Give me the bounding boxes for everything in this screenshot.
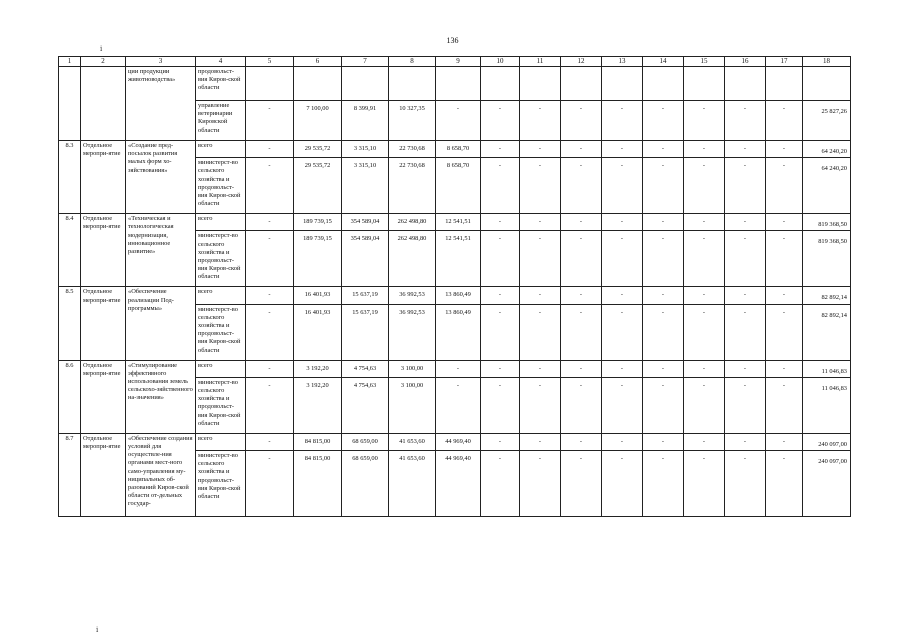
cell-col-8: 3 100,00 [389, 377, 436, 433]
cell-col-5: - [246, 141, 294, 158]
cell-col-9: 12 541,51 [436, 231, 481, 287]
cell-col-9: 13 860,49 [436, 304, 481, 360]
cell-col-12: - [561, 141, 602, 158]
cell-col-12: - [561, 214, 602, 231]
cell-executor: управление ветеринарии Кировской области [196, 101, 246, 141]
cell-col-10: - [481, 101, 520, 141]
table-row [59, 360, 851, 377]
cell-col-6: 29 535,72 [294, 158, 342, 214]
cell-empty [481, 67, 520, 101]
column-header-14: 14 [643, 57, 684, 67]
cell-col-9: 44 969,40 [436, 433, 481, 450]
cell-col-13: - [602, 214, 643, 231]
cell-col-10: - [481, 377, 520, 433]
cell-col-11: - [520, 377, 561, 433]
cell-executor: министерст-во сельского хозяйства и продовольст-вия Киров-ской области [196, 451, 246, 517]
cell-empty [294, 67, 342, 101]
cell-empty [766, 67, 803, 101]
cell-measure-name: «Обеспечение создания условий для осуществле-ния органами мест-ного само-управления му-ниципальных об-разований Киров-ской области от-дельных государ- [126, 433, 196, 516]
cell-col-10: - [481, 451, 520, 517]
cell-col-17: - [766, 214, 803, 231]
cell-col-7: 15 637,19 [342, 304, 389, 360]
cell-total: 82 892,14 [803, 287, 851, 304]
cell-empty [246, 67, 294, 101]
cell-col-8: 41 653,60 [389, 433, 436, 450]
cell-col-15: - [684, 304, 725, 360]
cell-col-16: - [725, 214, 766, 231]
column-header-17: 17 [766, 57, 803, 67]
cell-empty [643, 67, 684, 101]
cell-executor: министерст-во сельского хозяйства и продовольст-вия Киров-ской области [196, 158, 246, 214]
cell-col-16: - [725, 304, 766, 360]
column-header-13: 13 [602, 57, 643, 67]
cell-num: 8.3 [59, 141, 81, 214]
cell-total: 25 827,26 [803, 101, 851, 141]
cell-col-17: - [766, 451, 803, 517]
cell-col-8: 22 730,68 [389, 141, 436, 158]
cell-type: Отдельное меропри-ятие [81, 360, 126, 433]
cell-col-12: - [561, 433, 602, 450]
cell-col-15: - [684, 214, 725, 231]
cell-col-9: 13 860,49 [436, 287, 481, 304]
table-row [59, 141, 851, 158]
cell-col-5: - [246, 287, 294, 304]
header-row [59, 57, 851, 67]
cell-measure-name: «Обеспечение реализации Под-программы» [126, 287, 196, 360]
cell-col-7: 15 637,19 [342, 287, 389, 304]
cell-col-17: - [766, 231, 803, 287]
cell-col-16: - [725, 377, 766, 433]
cell-col-13: - [602, 141, 643, 158]
cell-col-8: 22 730,68 [389, 158, 436, 214]
column-header-8: 8 [389, 57, 436, 67]
cell-col-6: 7 100,00 [294, 101, 342, 141]
cell-col-14: - [643, 433, 684, 450]
cell-executor: всего [196, 287, 246, 304]
cell-type: Отдельное меропри-ятие [81, 433, 126, 516]
cell-col-10: - [481, 304, 520, 360]
column-header-2: 2 [81, 57, 126, 67]
cell-col-6: 16 401,93 [294, 304, 342, 360]
cell-total: 240 097,00 [803, 451, 851, 517]
cell-col-9: 8 658,70 [436, 158, 481, 214]
cell-col-11: - [520, 214, 561, 231]
cell-col-8: 10 327,35 [389, 101, 436, 141]
cell-col-12: - [561, 287, 602, 304]
cell-col-17: - [766, 433, 803, 450]
cell-col-12: - [561, 360, 602, 377]
cell-col-13: - [602, 101, 643, 141]
cell-col-5: - [246, 101, 294, 141]
cell-col-8: 36 992,53 [389, 304, 436, 360]
cell-col-6: 16 401,93 [294, 287, 342, 304]
cell-col-13: - [602, 360, 643, 377]
cell-col-10: - [481, 360, 520, 377]
cell-empty [803, 67, 851, 101]
cell-col-12: - [561, 231, 602, 287]
cell-col-16: - [725, 360, 766, 377]
column-header-15: 15 [684, 57, 725, 67]
cell-col-17: - [766, 377, 803, 433]
cell-num: 8.7 [59, 433, 81, 516]
cell-col-14: - [643, 377, 684, 433]
cell-empty [389, 67, 436, 101]
cell-col-6: 3 192,20 [294, 377, 342, 433]
cell-total: 819 368,50 [803, 214, 851, 231]
cell-empty [602, 67, 643, 101]
cell-executor: министерст-во сельского хозяйства и продовольст-вия Киров-ской области [196, 304, 246, 360]
cell-col-16: - [725, 101, 766, 141]
cell-col-7: 354 589,04 [342, 214, 389, 231]
cell-executor: всего [196, 433, 246, 450]
cell-executor: всего [196, 360, 246, 377]
cell-col-17: - [766, 360, 803, 377]
cell-col-6: 84 815,00 [294, 451, 342, 517]
cell-col-12: - [561, 101, 602, 141]
cell-col-11: - [520, 158, 561, 214]
cell-col-13: - [602, 433, 643, 450]
cell-col-13: - [602, 158, 643, 214]
budget-table [58, 56, 851, 517]
cell-col-16: - [725, 231, 766, 287]
cell-empty [725, 67, 766, 101]
cell-col-11: - [520, 231, 561, 287]
cell-empty [520, 67, 561, 101]
cell-col-11: - [520, 433, 561, 450]
cell-col-14: - [643, 360, 684, 377]
cell-col-14: - [643, 287, 684, 304]
cell-col-11: - [520, 304, 561, 360]
cell-col-15: - [684, 158, 725, 214]
cell-executor: всего [196, 214, 246, 231]
cell-col-9: - [436, 101, 481, 141]
cell-col-15: - [684, 360, 725, 377]
cell-col-16: - [725, 433, 766, 450]
cell-col-16: - [725, 287, 766, 304]
cell-col-15: - [684, 231, 725, 287]
cell-total: 11 046,83 [803, 377, 851, 433]
cell-empty [684, 67, 725, 101]
cell-total: 819 368,50 [803, 231, 851, 287]
table-row [59, 214, 851, 231]
cell-col-13: - [602, 451, 643, 517]
cell-col-15: - [684, 451, 725, 517]
cell-col-5: - [246, 214, 294, 231]
cell-col-10: - [481, 231, 520, 287]
cell-col-7: 3 315,10 [342, 158, 389, 214]
column-header-1: 1 [59, 57, 81, 67]
cell-col-10: - [481, 158, 520, 214]
cell-col-5: - [246, 377, 294, 433]
column-header-3: 3 [126, 57, 196, 67]
cell-type: Отдельное меропри-ятие [81, 287, 126, 360]
table-row [59, 433, 851, 450]
table-row [59, 287, 851, 304]
cell-col-7: 8 399,91 [342, 101, 389, 141]
page-number: 136 [446, 36, 459, 45]
column-header-18: 18 [803, 57, 851, 67]
cell-col-14: - [643, 231, 684, 287]
cell-col-13: - [602, 304, 643, 360]
cell-col-13: - [602, 377, 643, 433]
cell-col-7: 4 754,63 [342, 377, 389, 433]
cell-col-7: 354 589,04 [342, 231, 389, 287]
cell-col-17: - [766, 304, 803, 360]
cell-col-5: - [246, 360, 294, 377]
cell-col-13: - [602, 287, 643, 304]
cell-empty [436, 67, 481, 101]
cell-total: 64 240,20 [803, 141, 851, 158]
cell-col-15: - [684, 377, 725, 433]
cell-col-6: 3 192,20 [294, 360, 342, 377]
cell-executor: продовольст-вия Киров-ской области [196, 67, 246, 101]
cell-col-9: 8 658,70 [436, 141, 481, 158]
cell-measure-name: «Техническая и технологическая модернизация, инновационное развитие» [126, 214, 196, 287]
cell-measure-name: «Стимулирование эффективного использования земель сельскохо-зяйственного на-значения» [126, 360, 196, 433]
cell-col-8: 262 498,80 [389, 231, 436, 287]
column-header-9: 9 [436, 57, 481, 67]
cell-col-15: - [684, 141, 725, 158]
cell-col-12: - [561, 304, 602, 360]
cell-total: 64 240,20 [803, 158, 851, 214]
cell-col-14: - [643, 304, 684, 360]
cell-type: Отдельное меропри-ятие [81, 214, 126, 287]
cell-col-5: - [246, 158, 294, 214]
cell-col-9: - [436, 377, 481, 433]
cell-col-17: - [766, 158, 803, 214]
cell-col-17: - [766, 101, 803, 141]
cell-total: 82 892,14 [803, 304, 851, 360]
cell-col-14: - [643, 158, 684, 214]
cell-col-9: 12 541,51 [436, 214, 481, 231]
cell-executor: всего [196, 141, 246, 158]
cell-col-13: - [602, 231, 643, 287]
cell-col-9: - [436, 360, 481, 377]
scan-mark-top: ⅰ [100, 45, 103, 53]
cell-col-17: - [766, 141, 803, 158]
cell-type: Отдельное меропри-ятие [81, 141, 126, 214]
cell-executor: министерст-во сельского хозяйства и продовольст-вия Киров-ской области [196, 231, 246, 287]
cell-col-6: 84 815,00 [294, 433, 342, 450]
column-header-6: 6 [294, 57, 342, 67]
cell-col-16: - [725, 451, 766, 517]
table-row [59, 67, 851, 101]
cell-col-12: - [561, 158, 602, 214]
cell-col-8: 41 653,60 [389, 451, 436, 517]
cell-num: 8.6 [59, 360, 81, 433]
cell-col-15: - [684, 101, 725, 141]
cell-col-10: - [481, 214, 520, 231]
cell-col-6: 189 739,15 [294, 214, 342, 231]
cell-measure-name: ции продукции животноводства» [126, 67, 196, 141]
cell-col-11: - [520, 451, 561, 517]
cell-col-10: - [481, 141, 520, 158]
cell-col-11: - [520, 101, 561, 141]
cell-col-5: - [246, 451, 294, 517]
cell-num: 8.5 [59, 287, 81, 360]
cell-executor: министерст-во сельского хозяйства и продовольст-вия Киров-ской области [196, 377, 246, 433]
cell-col-7: 3 315,10 [342, 141, 389, 158]
cell-col-8: 36 992,53 [389, 287, 436, 304]
cell-col-12: - [561, 451, 602, 517]
cell-col-16: - [725, 141, 766, 158]
cell-col-8: 262 498,80 [389, 214, 436, 231]
cell-col-7: 68 659,00 [342, 433, 389, 450]
cell-col-14: - [643, 141, 684, 158]
cell-num: 8.4 [59, 214, 81, 287]
cell-empty [561, 67, 602, 101]
cell-col-10: - [481, 433, 520, 450]
cell-col-15: - [684, 433, 725, 450]
cell-total: 240 097,00 [803, 433, 851, 450]
cell-col-8: 3 100,00 [389, 360, 436, 377]
cell-col-17: - [766, 287, 803, 304]
column-header-5: 5 [246, 57, 294, 67]
column-header-16: 16 [725, 57, 766, 67]
column-header-10: 10 [481, 57, 520, 67]
cell-col-5: - [246, 304, 294, 360]
cell-col-6: 29 535,72 [294, 141, 342, 158]
column-header-11: 11 [520, 57, 561, 67]
cell-col-16: - [725, 158, 766, 214]
cell-col-14: - [643, 451, 684, 517]
cell-col-11: - [520, 287, 561, 304]
cell-empty [342, 67, 389, 101]
cell-col-12: - [561, 377, 602, 433]
cell-measure-name: «Создание пред-посылок развития малых форм хо-зяйствования» [126, 141, 196, 214]
column-header-12: 12 [561, 57, 602, 67]
cell-num [59, 67, 81, 141]
cell-col-14: - [643, 101, 684, 141]
cell-col-11: - [520, 141, 561, 158]
column-header-4: 4 [196, 57, 246, 67]
cell-col-5: - [246, 231, 294, 287]
cell-col-11: - [520, 360, 561, 377]
cell-total: 11 046,83 [803, 360, 851, 377]
cell-col-10: - [481, 287, 520, 304]
cell-col-14: - [643, 214, 684, 231]
cell-col-5: - [246, 433, 294, 450]
cell-col-7: 68 659,00 [342, 451, 389, 517]
cell-col-6: 189 739,15 [294, 231, 342, 287]
cell-type [81, 67, 126, 141]
scan-mark-bottom: ⅰ [96, 626, 99, 634]
cell-col-9: 44 969,40 [436, 451, 481, 517]
column-header-7: 7 [342, 57, 389, 67]
cell-col-15: - [684, 287, 725, 304]
cell-col-7: 4 754,63 [342, 360, 389, 377]
